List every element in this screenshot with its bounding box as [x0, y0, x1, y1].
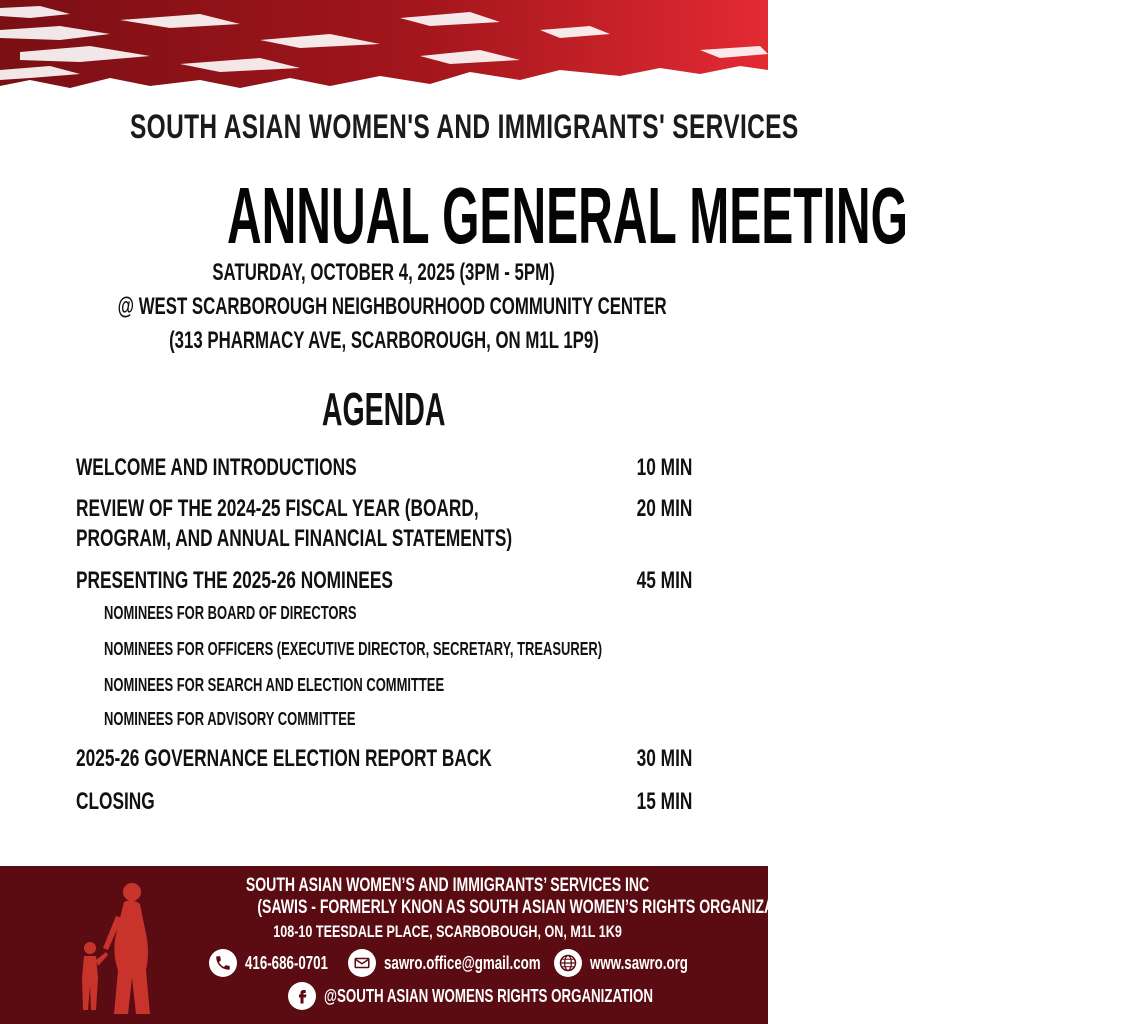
organization-name-text: SOUTH ASIAN WOMEN'S AND IMMIGRANTS' SERVICES [129, 108, 799, 146]
agenda-item-label-line2: PROGRAM, AND ANNUAL FINANCIAL STATEMENTS) [76, 525, 513, 552]
agenda-item-label: 2025-26 GOVERNANCE ELECTION REPORT BACK [76, 745, 492, 772]
meeting-date-time [0, 259, 768, 287]
footer-facebook[interactable] [288, 982, 769, 1010]
agenda-item-label: CLOSING [76, 788, 155, 815]
agenda-sub-item: NOMINEES FOR OFFICERS (EXECUTIVE DIRECTOR, SECRETARY, TREASURER) [104, 639, 603, 659]
agenda-item-duration: 30 MIN [636, 745, 692, 772]
agenda-heading-text: AGENDA [322, 383, 446, 435]
facebook-icon [288, 982, 316, 1010]
agenda-sub-item: NOMINEES FOR SEARCH AND ELECTION COMMITTEE [104, 675, 445, 695]
agenda-item-label: REVIEW OF THE 2024-25 FISCAL YEAR (BOARD, [76, 495, 479, 522]
footer-address [160, 922, 736, 942]
meeting-address-text: (313 PHARMACY AVE, SCARBOROUGH, ON M1L 1P9) [169, 327, 599, 354]
organization-name [0, 108, 799, 147]
footer [0, 866, 812, 1024]
meeting-title-text: ANNUAL GENERAL MEETING [226, 171, 908, 260]
footer-org-name [160, 875, 736, 897]
globe-icon [554, 949, 582, 977]
phone-icon [209, 949, 237, 977]
footer-org-name-text: SOUTH ASIAN WOMEN’S AND IMMIGRANTS’ SERVICES INC [246, 875, 650, 896]
top-brush-banner [0, 0, 768, 92]
agenda-item-duration: 45 MIN [636, 567, 692, 594]
meeting-title [0, 170, 908, 262]
meeting-venue [0, 293, 768, 321]
footer-facebook-text: @SOUTH ASIAN WOMENS RIGHTS ORGANIZATION [324, 985, 653, 1006]
agenda-item-duration: 20 MIN [636, 495, 692, 522]
footer-website[interactable] [554, 949, 722, 977]
agenda-item-label: WELCOME AND INTRODUCTIONS [76, 454, 357, 481]
footer-phone [209, 949, 357, 977]
meeting-venue-text: @ WEST SCARBOROUGH NEIGHBOURHOOD COMMUNITY CENTER [117, 293, 667, 320]
footer-address-text: 108-10 TEESDALE PLACE, SCARBOBOUGH, ON, M1L 1K9 [273, 922, 623, 941]
mother-child-silhouette-icon [70, 874, 160, 1019]
footer-website-text: www.sawro.org [590, 952, 688, 973]
meeting-address [0, 327, 768, 355]
agenda-heading [0, 382, 768, 436]
agenda-item-duration: 15 MIN [636, 788, 692, 815]
mail-icon [348, 949, 376, 977]
footer-org-former-name [160, 897, 812, 919]
agenda-item-duration: 10 MIN [636, 454, 692, 481]
footer-org-former-name-text: (SAWIS - FORMERLY KNON AS SOUTH ASIAN WOMEN’S RIGHTS ORGANIZATION) [257, 897, 812, 918]
agenda-sub-item: NOMINEES FOR ADVISORY COMMITTEE [104, 709, 356, 729]
footer-phone-text: 416-686-0701 [245, 952, 328, 973]
meeting-date-time-text: SATURDAY, OCTOBER 4, 2025 (3PM - 5PM) [212, 259, 556, 286]
agenda-sub-item: NOMINEES FOR BOARD OF DIRECTORS [104, 603, 357, 623]
footer-email-text: sawro.office@gmail.com [384, 952, 541, 973]
agenda-item-label: PRESENTING THE 2025-26 NOMINEES [76, 567, 393, 594]
